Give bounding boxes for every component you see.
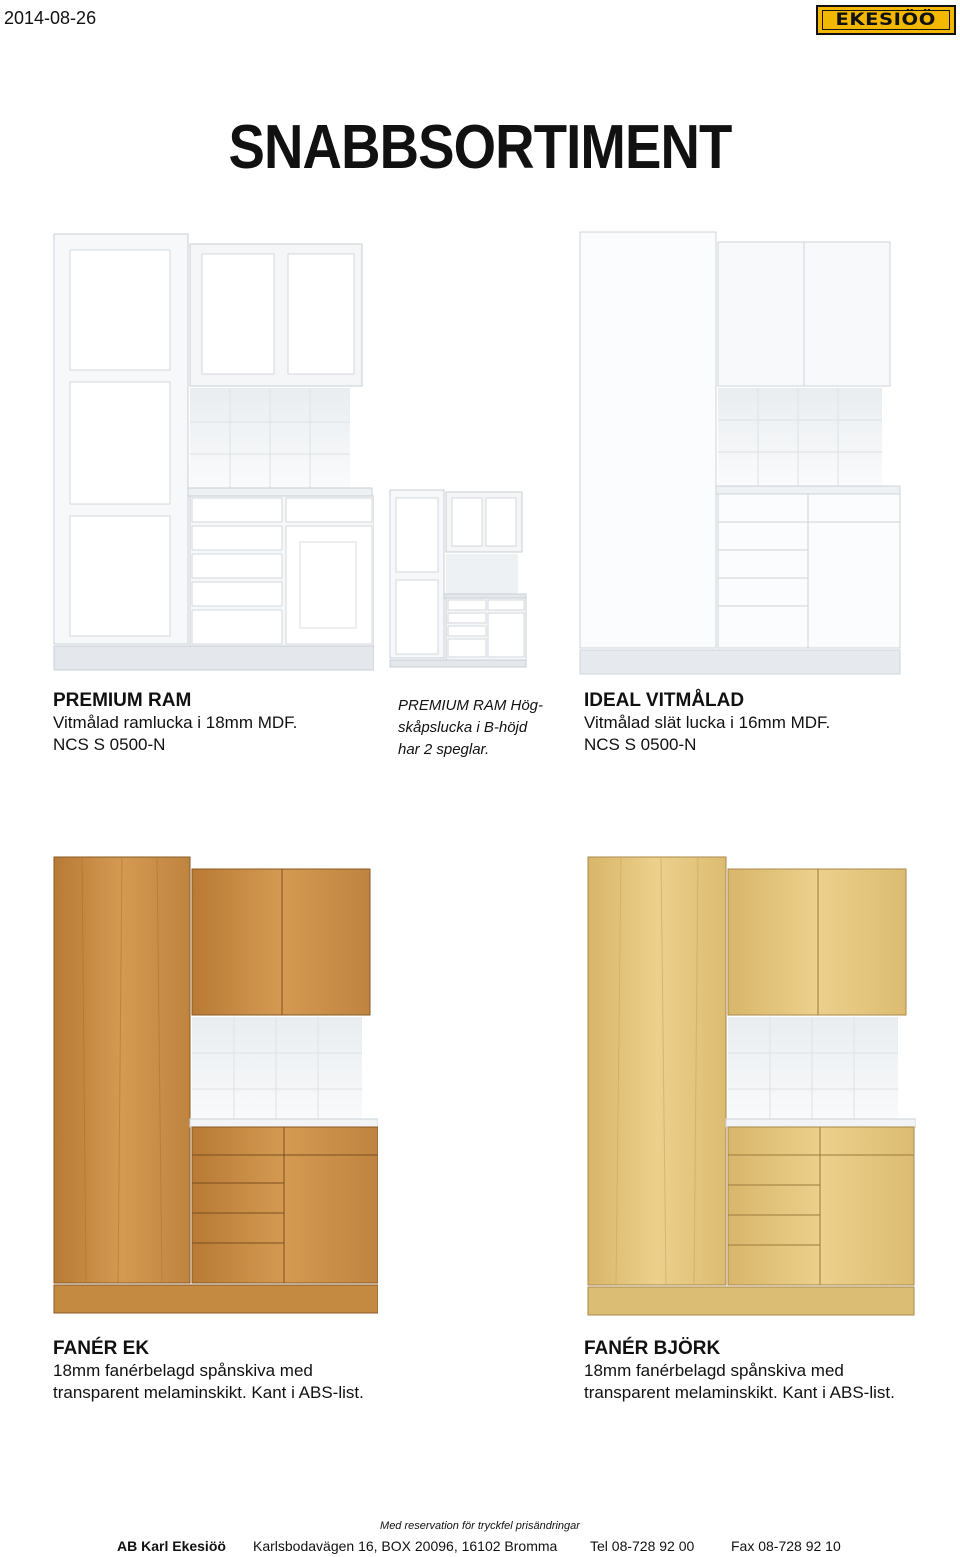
faner-ek-kitchen-image bbox=[52, 855, 378, 1315]
page-title: SNABBSORTIMENT bbox=[228, 113, 732, 182]
caption-line: transparent melaminskikt. Kant i ABS-list. bbox=[584, 1383, 895, 1402]
caption-line: 18mm fanérbelagd spånskiva med bbox=[53, 1361, 313, 1380]
caption-line: skåpslucka i B-höjd bbox=[398, 719, 528, 736]
footer-address: Karlsbodavägen 16, BOX 20096, 16102 Bromma bbox=[253, 1538, 558, 1554]
caption-heading: FANÉR BJÖRK bbox=[584, 1338, 721, 1359]
footer-disclaimer: Med reservation för tryckfel prisändringar bbox=[380, 1520, 580, 1532]
caption-heading: IDEAL VITMÅLAD bbox=[584, 690, 745, 711]
caption-heading: FANÉR EK bbox=[53, 1338, 150, 1359]
caption-line: NCS S 0500-N bbox=[53, 735, 166, 754]
footer-company: AB Karl Ekesiöö bbox=[117, 1538, 226, 1554]
caption-faner-ek bbox=[53, 1338, 364, 1404]
caption-premium-ram-small bbox=[398, 695, 543, 761]
footer-fax: Fax 08-728 92 10 bbox=[731, 1538, 841, 1554]
caption-line: har 2 speglar. bbox=[398, 741, 490, 758]
ekesioo-logo bbox=[816, 5, 956, 35]
ideal-vitmalad-kitchen-image bbox=[578, 230, 902, 676]
premium-ram-kitchen-image bbox=[52, 232, 374, 674]
logo-text: EKESIÖÖ bbox=[835, 10, 937, 30]
footer-phone: Tel 08-728 92 00 bbox=[590, 1538, 695, 1554]
caption-faner-bjork bbox=[584, 1338, 895, 1404]
document-date: 2014-08-26 bbox=[4, 8, 97, 28]
caption-heading: PREMIUM RAM bbox=[53, 690, 192, 711]
faner-bjork-kitchen-image bbox=[586, 855, 916, 1317]
caption-heading: PREMIUM RAM Hög- bbox=[398, 697, 544, 714]
caption-line: Vitmålad ramlucka i 18mm MDF. bbox=[53, 713, 298, 732]
caption-line: transparent melaminskikt. Kant i ABS-list. bbox=[53, 1383, 364, 1402]
caption-premium-ram bbox=[53, 690, 297, 756]
caption-line: Vitmålad slät lucka i 16mm MDF. bbox=[584, 713, 831, 732]
premium-ram-small-image bbox=[388, 488, 528, 668]
caption-line: NCS S 0500-N bbox=[584, 735, 697, 754]
caption-ideal-vitmalad bbox=[584, 690, 830, 756]
caption-line: 18mm fanérbelagd spånskiva med bbox=[584, 1361, 844, 1380]
